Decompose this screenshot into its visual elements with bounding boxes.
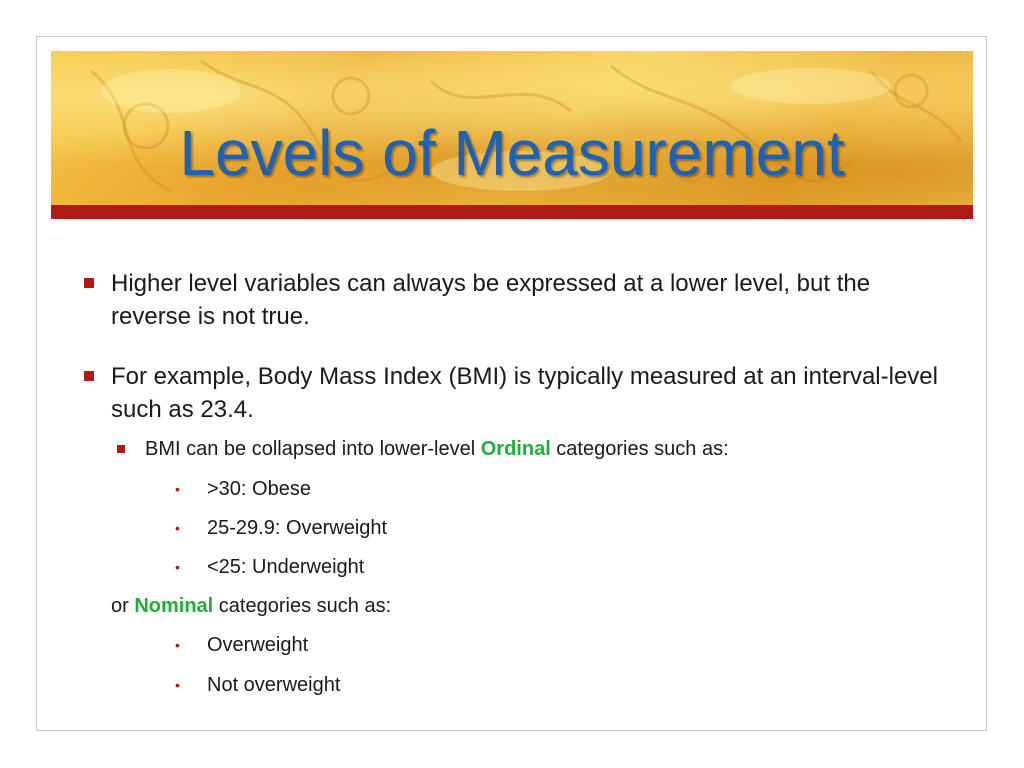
ordinal-item-text: >30: Obese [207, 478, 311, 500]
ordinal-item-text: 25-29.9: Overweight [207, 517, 388, 539]
square-bullet-icon [84, 278, 94, 288]
ordinal-item-text: <25: Underweight [207, 556, 365, 578]
nominal-item-text: Overweight [207, 634, 309, 656]
slide [36, 36, 987, 731]
ordinal-item [175, 554, 907, 580]
slide-body [37, 37, 988, 732]
bullet-text: Higher level variables can always be expressed at a lower level, but the reverse is not true. [111, 270, 871, 330]
dot-bullet-icon: • [175, 677, 180, 693]
nominal-item [175, 672, 907, 698]
sub-bullet-text-before: BMI can be collapsed into lower-level [145, 438, 481, 460]
nominal-intro-line [111, 593, 911, 619]
ordinal-keyword: Ordinal [480, 438, 551, 460]
nominal-text-after: categories such as: [213, 595, 392, 617]
nominal-keyword: Nominal [134, 595, 214, 617]
dot-bullet-icon: • [175, 481, 180, 497]
nominal-text-before: or [111, 595, 135, 617]
dot-bullet-icon: • [175, 559, 180, 575]
nominal-item [175, 632, 907, 658]
ordinal-item [175, 515, 907, 541]
sub-bullet-text-after: categories such as: [550, 438, 729, 460]
bullet-item [111, 267, 951, 333]
bullet-item [111, 360, 951, 426]
square-bullet-icon [117, 445, 125, 453]
sub-bullet-item [145, 436, 945, 462]
ordinal-item [175, 476, 907, 502]
dot-bullet-icon: • [175, 637, 180, 653]
page-title: Levels of Measurement [179, 117, 845, 189]
square-bullet-icon [84, 371, 94, 381]
bullet-text: For example, Body Mass Index (BMI) is typically measured at an interval-level such as 23.4. [111, 363, 938, 423]
nominal-item-text: Not overweight [207, 674, 341, 696]
dot-bullet-icon: • [175, 520, 180, 536]
